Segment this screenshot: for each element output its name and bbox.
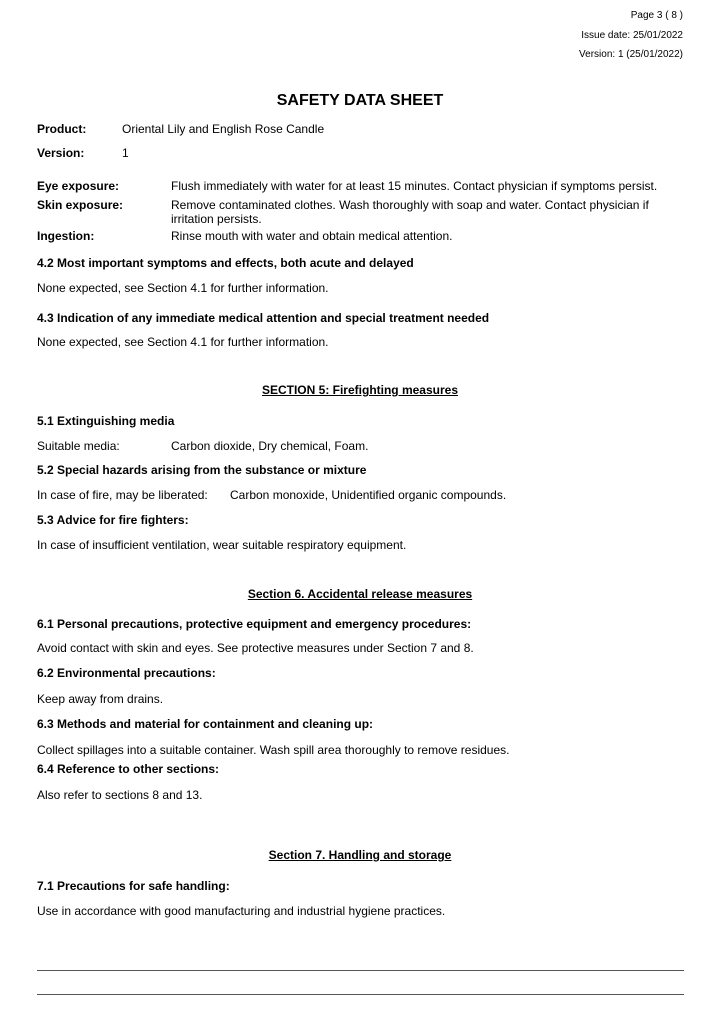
eye-exposure-label: Eye exposure: [37, 179, 120, 193]
text-4-2: None expected, see Section 4.1 for further information. [37, 281, 329, 295]
heading-4-2: 4.2 Most important symptoms and effects, both acute and delayed [37, 256, 414, 270]
ingestion-value: Rinse mouth with water and obtain medical attention. [171, 229, 453, 243]
heading-5-3: 5.3 Advice for fire fighters: [37, 513, 189, 527]
heading-5-1: 5.1 Extinguishing media [37, 414, 175, 428]
page-number: Page 3 ( 8 ) [630, 10, 683, 21]
section-6-title: Section 6. Accidental release measures [247, 587, 473, 601]
version-value: 1 [122, 146, 129, 160]
heading-6-2: 6.2 Environmental precautions: [37, 666, 216, 680]
text-6-4: Also refer to sections 8 and 13. [37, 788, 203, 802]
skin-exposure-label: Skin exposure: [37, 198, 124, 212]
version-label: Version: [37, 146, 85, 160]
skin-exposure-value: Remove contaminated clothes. Wash thoroughly with soap and water. Contact physician if irritation persists. [171, 198, 649, 226]
fire-liberated-value: Carbon monoxide, Unidentified organic compounds. [230, 488, 507, 502]
ingestion-label: Ingestion: [37, 229, 95, 243]
suitable-media-value: Carbon dioxide, Dry chemical, Foam. [171, 439, 369, 453]
text-5-3: In case of insufficient ventilation, wear suitable respiratory equipment. [37, 538, 407, 552]
fire-liberated-label: In case of fire, may be liberated: [37, 488, 208, 502]
section-5-title: SECTION 5: Firefighting measures [261, 383, 459, 397]
issue-date: Issue date: 25/01/2022 [581, 30, 683, 41]
heading-6-3: 6.3 Methods and material for containment and cleaning up: [37, 717, 374, 731]
text-6-2: Keep away from drains. [37, 692, 164, 706]
version-info: Version: 1 (25/01/2022) [579, 49, 683, 60]
heading-6-1: 6.1 Personal precautions, protective equipment and emergency procedures: [37, 617, 472, 631]
heading-5-2: 5.2 Special hazards arising from the substance or mixture [37, 463, 367, 477]
text-7-1: Use in accordance with good manufacturing and industrial hygiene practices. [37, 904, 446, 918]
eye-exposure-value: Flush immediately with water for at least 15 minutes. Contact physician if symptoms persist. [171, 179, 658, 193]
suitable-media-label: Suitable media: [37, 439, 120, 453]
heading-6-4: 6.4 Reference to other sections: [37, 762, 220, 776]
page-title: SAFETY DATA SHEET [276, 92, 444, 109]
footer-divider-top [37, 970, 684, 971]
heading-7-1: 7.1 Precautions for safe handling: [37, 879, 230, 893]
product-value: Oriental Lily and English Rose Candle [122, 122, 325, 136]
section-7-title: Section 7. Handling and storage [268, 848, 452, 862]
text-6-3: Collect spillages into a suitable container. Wash spill area thoroughly to remove residues. [37, 743, 510, 757]
text-4-3: None expected, see Section 4.1 for further information. [37, 335, 329, 349]
heading-4-3: 4.3 Indication of any immediate medical attention and special treatment needed [37, 311, 490, 325]
footer-divider-bottom [37, 994, 684, 995]
product-label: Product: [37, 122, 87, 136]
text-6-1: Avoid contact with skin and eyes. See protective measures under Section 7 and 8. [37, 641, 474, 655]
